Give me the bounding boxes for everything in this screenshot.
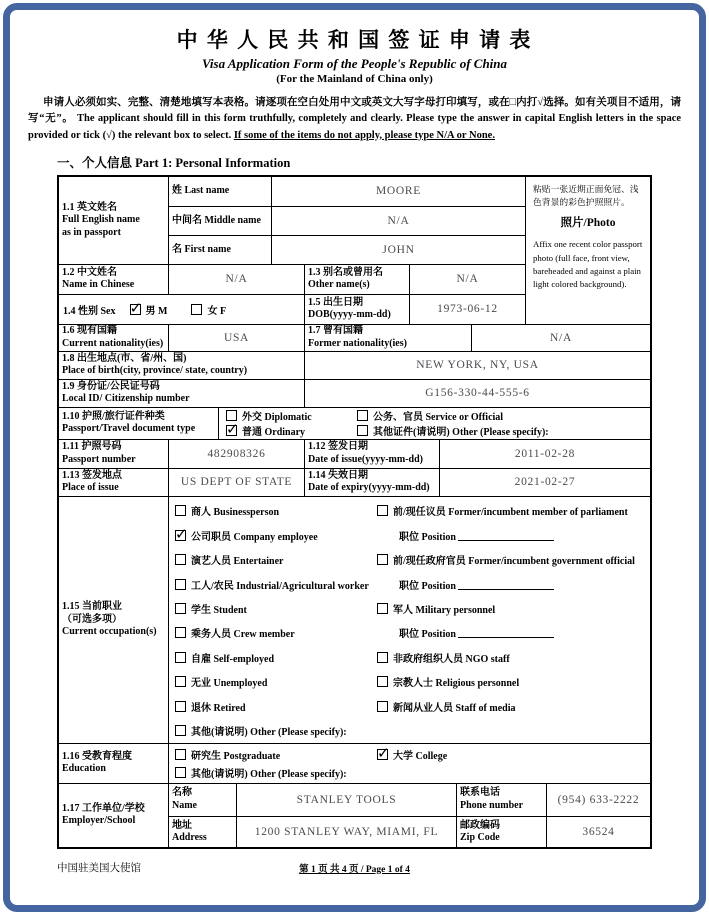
field-1-15-label — [59, 497, 169, 743]
field-1-15-label-en: Current occupation(s) — [62, 626, 157, 638]
checkbox-label: 男 M — [145, 305, 168, 317]
checkbox[interactable] — [175, 725, 186, 736]
position-input-line[interactable] — [458, 627, 554, 638]
field-1-7-label-en: Former nationality(ies) — [308, 337, 407, 349]
field-1-11-value[interactable]: 482908326 — [169, 440, 305, 468]
employer-name-value[interactable]: STANLEY TOOLS — [237, 784, 457, 816]
checkbox-label: 前/现任政府官员 Former/incumbent government official — [393, 556, 635, 568]
position-field-military — [377, 621, 650, 645]
checkbox[interactable] — [175, 676, 186, 687]
checkbox-label: 其他证件(请说明) Other (Please specify): — [373, 427, 549, 439]
checkbox-label: 大学 College — [393, 750, 448, 762]
field-1-4-label-zh: 1.4 性别 — [63, 305, 98, 317]
position-label: 职位 Position — [399, 531, 456, 543]
zip-label-zh: 邮政编码 — [460, 819, 500, 831]
checkbox-label: 演艺人员 Entertainer — [191, 556, 284, 568]
checkbox[interactable] — [377, 701, 388, 712]
checkbox-label: 公司职员 Company employee — [191, 531, 318, 543]
checkbox-label: 自雇 Self-employed — [191, 653, 275, 665]
personal-info-table — [57, 175, 652, 849]
checkbox-label: 其他(请说明) Other (Please specify): — [191, 768, 347, 780]
field-1-7-label-zh: 1.7 曾有国籍 — [308, 325, 363, 337]
row-1-8 — [59, 351, 650, 379]
field-1-5-value[interactable]: 1973-06-12 — [437, 303, 498, 316]
page-number: 第 1 页 共 4 页 / Page 1 of 4 — [299, 864, 410, 875]
checkbox-label: 宗教人士 Religious personnel — [393, 678, 520, 690]
field-1-11-label-en: Passport number — [62, 453, 136, 465]
middle-name-value[interactable]: N/A — [387, 214, 410, 227]
field-1-5-label-zh: 1.5 出生日期 — [308, 296, 363, 308]
field-1-9-label-en: Local ID/ Citizenship number — [62, 393, 190, 405]
checkbox-label: 商人 Businessperson — [191, 507, 280, 519]
field-1-10-label-zh: 1.10 护照/旅行证件种类 — [62, 410, 165, 422]
field-1-8-label — [59, 352, 305, 379]
checkbox-label: 非政府组织人员 NGO staff — [393, 653, 510, 665]
employer-name-row — [169, 784, 650, 816]
field-1-4-label-en: Sex — [100, 305, 116, 317]
checkbox[interactable] — [175, 701, 186, 712]
field-1-13-label-zh: 1.13 签发地点 — [62, 469, 122, 481]
field-1-16-label-zh: 1.16 受教育程度 — [62, 750, 132, 762]
occupation-options — [169, 497, 650, 743]
occupation-left-column — [175, 499, 377, 743]
field-1-14-value[interactable]: 2021-02-27 — [514, 476, 576, 489]
field-1-6-label-zh: 1.6 现有国籍 — [62, 325, 117, 337]
field-1-1-subrows — [169, 177, 525, 264]
last-name-row — [169, 177, 525, 206]
checkbox[interactable] — [357, 410, 368, 421]
field-1-13-label-en: Place of issue — [62, 482, 119, 494]
photo-label: 照片/Photo — [560, 217, 616, 230]
instructions-chinese: 申请人必须如实、完整、清楚地填写本表格。请逐项在空白处用中文或英文大写字母打印填写，或在□内打√选择。如有关项目不适用，请写“无”。 — [28, 97, 681, 125]
address-label-zh: 地址 — [172, 819, 192, 831]
address-value[interactable]: 1200 STANLEY WAY, MIAMI, FL — [237, 817, 457, 848]
field-1-15-label-zh2: （可选多项） — [62, 613, 122, 625]
zip-label — [457, 817, 547, 848]
field-1-12-label — [305, 440, 440, 468]
first-name-value[interactable]: JOHN — [382, 243, 415, 256]
page-footer — [57, 859, 652, 877]
checkbox[interactable] — [191, 304, 202, 315]
field-1-14-label — [305, 469, 440, 496]
field-1-10-label — [59, 408, 219, 439]
middle-name-label: 中间名 Middle name — [169, 207, 272, 235]
field-1-3-label-zh: 1.3 别名或曾用名 — [308, 266, 383, 278]
field-1-3-value[interactable]: N/A — [456, 273, 479, 286]
checkbox-label: 无业 Unemployed — [191, 678, 268, 690]
row-1-15 — [59, 496, 650, 743]
checkbox-student[interactable] — [175, 596, 377, 620]
photo-note-chinese: 粘贴一张近期正面免冠、浅色背景的彩色护照照片。 — [533, 183, 639, 207]
phone-label — [457, 784, 547, 816]
field-1-4-sex — [59, 295, 305, 324]
instructions-underlined-note: If some of the items do not apply, please type N/A or None. — [233, 129, 495, 141]
address-label-en: Address — [172, 832, 207, 844]
instructions-paragraph — [28, 95, 681, 144]
field-1-13-label — [59, 469, 169, 496]
field-1-1-label-en-line1: Full English name — [62, 214, 140, 226]
zip-label-en: Zip Code — [460, 832, 500, 844]
checkbox-male[interactable] — [130, 302, 168, 317]
row-1-2-1-3 — [59, 264, 525, 294]
field-1-10-label-en: Passport/Travel document type — [62, 423, 196, 435]
checkbox-occupation-other[interactable] — [175, 718, 377, 742]
checkbox-label: 研究生 Postgraduate — [191, 750, 281, 762]
field-1-11-label — [59, 440, 169, 468]
field-1-5-label-en: DOB(yyyy-mm-dd) — [308, 309, 391, 321]
field-1-1-label — [59, 177, 169, 264]
field-1-13-value[interactable]: US DEPT OF STATE — [169, 469, 305, 496]
checkbox-label: 退休 Retired — [191, 702, 246, 714]
checkbox[interactable] — [377, 554, 388, 565]
row-1-16 — [59, 743, 650, 783]
row-1-9 — [59, 379, 650, 407]
table-top-section — [59, 177, 650, 324]
checkbox-label: 前/现任议员 Former/incumbent member of parliament — [393, 507, 628, 519]
checkbox-label: 乘务人员 Crew member — [191, 629, 295, 641]
form-title-chinese: 中 华 人 民 共 和 国 签 证 申 请 表 — [176, 28, 533, 52]
photo-note-english: Affix one recent color passport photo (full face, front view, bareheaded and against a plain light colored background). — [533, 239, 643, 289]
field-1-9-label-zh: 1.9 身份证/公民证号码 — [62, 380, 160, 392]
checkbox-label: 普通 Ordinary — [242, 427, 306, 439]
checkbox-ordinary[interactable] — [226, 423, 357, 438]
checkbox-postgraduate[interactable] — [175, 747, 377, 762]
last-name-label: 姓 Last name — [169, 177, 272, 206]
photo-box[interactable] — [525, 177, 650, 324]
document-type-line-1 — [226, 408, 650, 423]
field-1-9-label — [59, 380, 305, 407]
checkbox-label: 公务、官员 Service or Official — [373, 412, 504, 424]
checkbox-businessperson[interactable] — [175, 499, 377, 523]
education-line-2 — [175, 765, 650, 780]
field-1-8-label-zh: 1.8 出生地点(市、省/州、国) — [62, 352, 187, 364]
position-input-line[interactable] — [458, 530, 554, 541]
checkbox-retired[interactable] — [175, 694, 377, 718]
position-label: 职位 Position — [399, 629, 456, 641]
field-1-1-label-zh: 1.1 英文姓名 — [62, 201, 117, 213]
field-1-17-label — [59, 784, 169, 847]
phone-label-en: Phone number — [460, 799, 524, 811]
phone-label-zh: 联系电话 — [460, 787, 500, 799]
checkbox-ngo-staff[interactable] — [377, 645, 650, 669]
field-1-5-label — [305, 295, 410, 324]
checkbox[interactable] — [175, 579, 186, 590]
checkbox[interactable] — [175, 530, 186, 541]
field-1-11-label-zh: 1.11 护照号码 — [62, 441, 122, 453]
employer-name-label-zh: 名称 — [172, 787, 192, 799]
field-1-6-label-en: Current nationality(ies) — [62, 337, 164, 349]
checkbox[interactable] — [175, 627, 186, 638]
checkbox[interactable] — [377, 603, 388, 614]
checkbox[interactable] — [175, 767, 186, 778]
checkbox-military-personnel[interactable] — [377, 596, 650, 620]
row-1-4-1-5 — [59, 294, 525, 324]
row-1-6-1-7 — [59, 324, 650, 351]
field-1-4-label — [63, 302, 116, 317]
row-1-1 — [59, 177, 525, 264]
occupation-right-column — [377, 499, 650, 743]
checkbox-label: 外交 Diplomatic — [242, 412, 312, 424]
field-1-7-label — [305, 325, 472, 351]
checkbox[interactable] — [130, 304, 141, 315]
form-subtitle: (For the Mainland of China only) — [276, 73, 433, 85]
first-name-row — [169, 235, 525, 264]
checkbox-industrial-agricultural-worker[interactable] — [175, 572, 377, 596]
field-1-17-label-zh: 1.17 工作单位/学校 — [62, 802, 145, 814]
field-1-15-label-zh: 1.15 当前职业 — [62, 601, 122, 613]
field-1-3-label-en: Other name(s) — [308, 279, 370, 291]
checkbox-unemployed[interactable] — [175, 670, 377, 694]
checkbox[interactable] — [175, 749, 186, 760]
field-1-7-value[interactable]: N/A — [550, 331, 572, 344]
phone-value[interactable]: (954) 633-2222 — [557, 793, 640, 806]
field-1-16-label-en: Education — [62, 763, 106, 775]
checkbox-member-of-parliament[interactable] — [377, 499, 650, 523]
education-options — [169, 744, 650, 783]
zip-value[interactable]: 36524 — [582, 826, 615, 839]
employer-name-label — [169, 784, 237, 816]
row-1-10 — [59, 407, 650, 439]
checkbox[interactable] — [175, 554, 186, 565]
checkbox[interactable] — [226, 425, 237, 436]
checkbox-religious-personnel[interactable] — [377, 670, 650, 694]
field-1-12-label-en: Date of issue(yyyy-mm-dd) — [308, 453, 423, 465]
checkbox-diplomatic[interactable] — [226, 408, 357, 423]
row-1-11-1-12 — [59, 439, 650, 468]
checkbox[interactable] — [357, 425, 368, 436]
checkbox-government-official[interactable] — [377, 548, 650, 572]
checkbox[interactable] — [377, 505, 388, 516]
table-top-left — [59, 177, 525, 324]
checkbox-label: 工人/农民 Industrial/Agricultural worker — [191, 580, 369, 592]
checkbox[interactable] — [377, 652, 388, 663]
checkbox-staff-of-media[interactable] — [377, 694, 650, 718]
checkbox-college[interactable] — [377, 747, 447, 762]
field-1-6-label — [59, 325, 169, 351]
position-label: 职位 Position — [399, 580, 456, 592]
row-1-17 — [59, 783, 650, 847]
last-name-value[interactable]: MOORE — [375, 185, 422, 198]
checkbox-label: 女 F — [207, 305, 227, 317]
employer-name-label-en: Name — [172, 799, 197, 811]
field-1-2-value[interactable]: N/A — [169, 265, 305, 294]
checkbox-label: 新闻从业人员 Staff of media — [393, 702, 516, 714]
address-label — [169, 817, 237, 848]
field-1-12-label-zh: 1.12 签发日期 — [308, 441, 368, 453]
checkbox[interactable] — [175, 652, 186, 663]
field-1-14-label-en: Date of expiry(yyyy-mm-dd) — [308, 482, 430, 494]
employer-subtable — [169, 784, 650, 847]
form-title-english: Visa Application Form of the People's Republic of China — [201, 56, 508, 71]
field-1-3-label — [305, 265, 410, 294]
field-1-2-label — [59, 265, 169, 294]
field-1-14-label-zh: 1.14 失效日期 — [308, 469, 368, 481]
field-1-2-label-en: Name in Chinese — [62, 279, 135, 291]
instructions-english: The applicant should fill in this form truthfully, completely and clearly. Please type the answer in capital English letters in the space provided or tick (√) the relevant box to select. — [28, 113, 682, 141]
field-1-10-options — [219, 408, 650, 439]
middle-name-row — [169, 206, 525, 235]
row-1-13-1-14 — [59, 468, 650, 496]
field-1-8-value[interactable]: NEW YORK, NY, USA — [416, 359, 539, 372]
checkbox-company-employee[interactable] — [175, 523, 377, 547]
field-1-8-label-en: Place of birth(city, province/ state, country) — [62, 365, 248, 377]
embassy-label: 中国驻美国大使馆 — [57, 862, 141, 874]
checkbox[interactable] — [175, 505, 186, 516]
checkbox[interactable] — [377, 749, 388, 760]
first-name-label: 名 First name — [169, 236, 272, 264]
field-1-2-label-zh: 1.2 中文姓名 — [62, 266, 117, 278]
checkbox[interactable] — [377, 676, 388, 687]
position-input-line[interactable] — [458, 579, 554, 590]
checkbox-label: 其他(请说明) Other (Please specify): — [191, 727, 347, 738]
field-1-6-value[interactable]: USA — [169, 325, 305, 351]
checkbox-label: 学生 Student — [191, 605, 247, 617]
document-type-line-2 — [226, 423, 650, 438]
checkbox-entertainer[interactable] — [175, 548, 377, 572]
checkbox-service-official[interactable] — [357, 408, 503, 423]
checkbox-label: 军人 Military personnel — [393, 605, 496, 617]
employer-address-row — [169, 816, 650, 848]
field-1-16-label — [59, 744, 169, 783]
checkbox-education-other[interactable] — [175, 765, 347, 780]
field-1-1-label-en-line2: as in passport — [62, 226, 121, 238]
checkbox-self-employed[interactable] — [175, 645, 377, 669]
education-line-1 — [175, 747, 650, 762]
checkbox-other-document[interactable] — [357, 423, 549, 438]
checkbox[interactable] — [175, 603, 186, 614]
field-1-12-value[interactable]: 2011-02-28 — [514, 447, 576, 460]
section-1-heading: 一、个人信息 Part 1: Personal Information — [57, 155, 291, 170]
position-field-parliament — [377, 523, 650, 547]
position-field-government-official — [377, 572, 650, 596]
field-1-9-value[interactable]: G156-330-44-555-6 — [425, 387, 530, 400]
checkbox-crew-member[interactable] — [175, 621, 377, 645]
checkbox-female[interactable] — [191, 302, 226, 317]
field-1-17-label-en: Employer/School — [62, 815, 136, 827]
